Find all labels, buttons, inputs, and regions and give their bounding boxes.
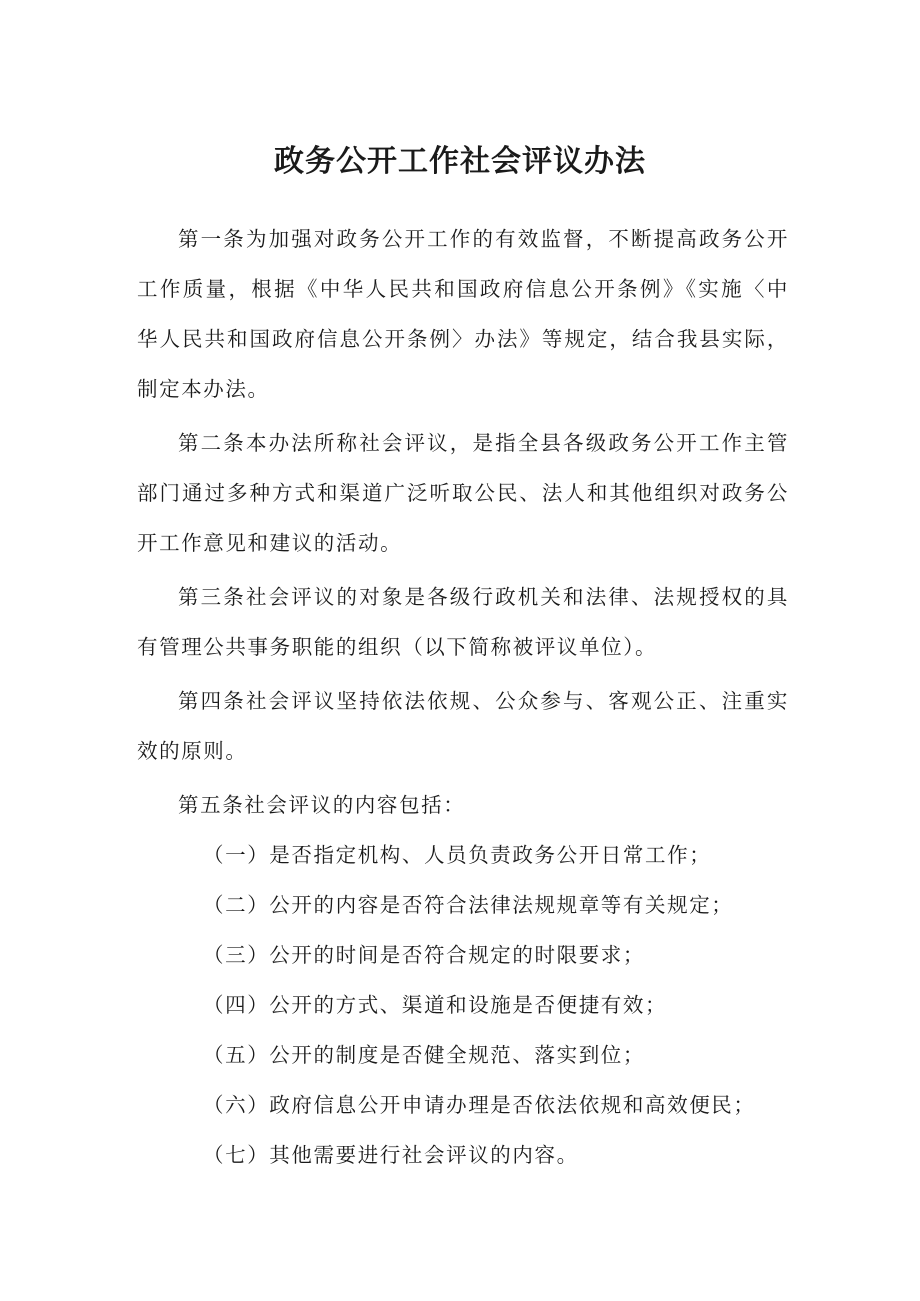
list-item: （二）公开的内容是否符合法律法规规章等有关规定； bbox=[203, 893, 734, 917]
list-item: （四）公开的方式、渠道和设施是否便捷有效； bbox=[203, 993, 668, 1017]
article-4: 第四条社会评议坚持依法依规、公众参与、客观公正、注重实效的原则。 bbox=[137, 689, 789, 763]
page-title: 政务公开工作社会评议办法 bbox=[274, 144, 646, 179]
article-1: 第一条为加强对政务公开工作的有效监督，不断提高政务公开工作质量，根据《中华人民共和国政府信息公开条例》《实施〈中华人民共和国政府信息公开条例〉办法》等规定，结合我县实际，制定本办法。 bbox=[137, 227, 789, 401]
list-item: （六）政府信息公开申请办理是否依法依规和高效便民； bbox=[203, 1093, 756, 1117]
list-item: （三）公开的时间是否符合规定的时限要求； bbox=[203, 943, 645, 967]
article-5: 第五条社会评议的内容包括： bbox=[178, 793, 466, 817]
document-body bbox=[137, 214, 789, 1180]
article-2: 第二条本办法所称社会评议，是指全县各级政务公开工作主管部门通过多种方式和渠道广泛听取公民、法人和其他组织对政务公开工作意见和建议的活动。 bbox=[137, 431, 789, 555]
article-3: 第三条社会评议的对象是各级行政机关和法律、法规授权的具有管理公共事务职能的组织（以下简称被评议单位）。 bbox=[137, 585, 789, 659]
list-item: （一）是否指定机构、人员负责政务公开日常工作； bbox=[203, 843, 712, 867]
content-list bbox=[137, 830, 789, 1180]
list-item: （七）其他需要进行社会评议的内容。 bbox=[203, 1143, 579, 1167]
list-item: （五）公开的制度是否健全规范、落实到位； bbox=[203, 1043, 645, 1067]
